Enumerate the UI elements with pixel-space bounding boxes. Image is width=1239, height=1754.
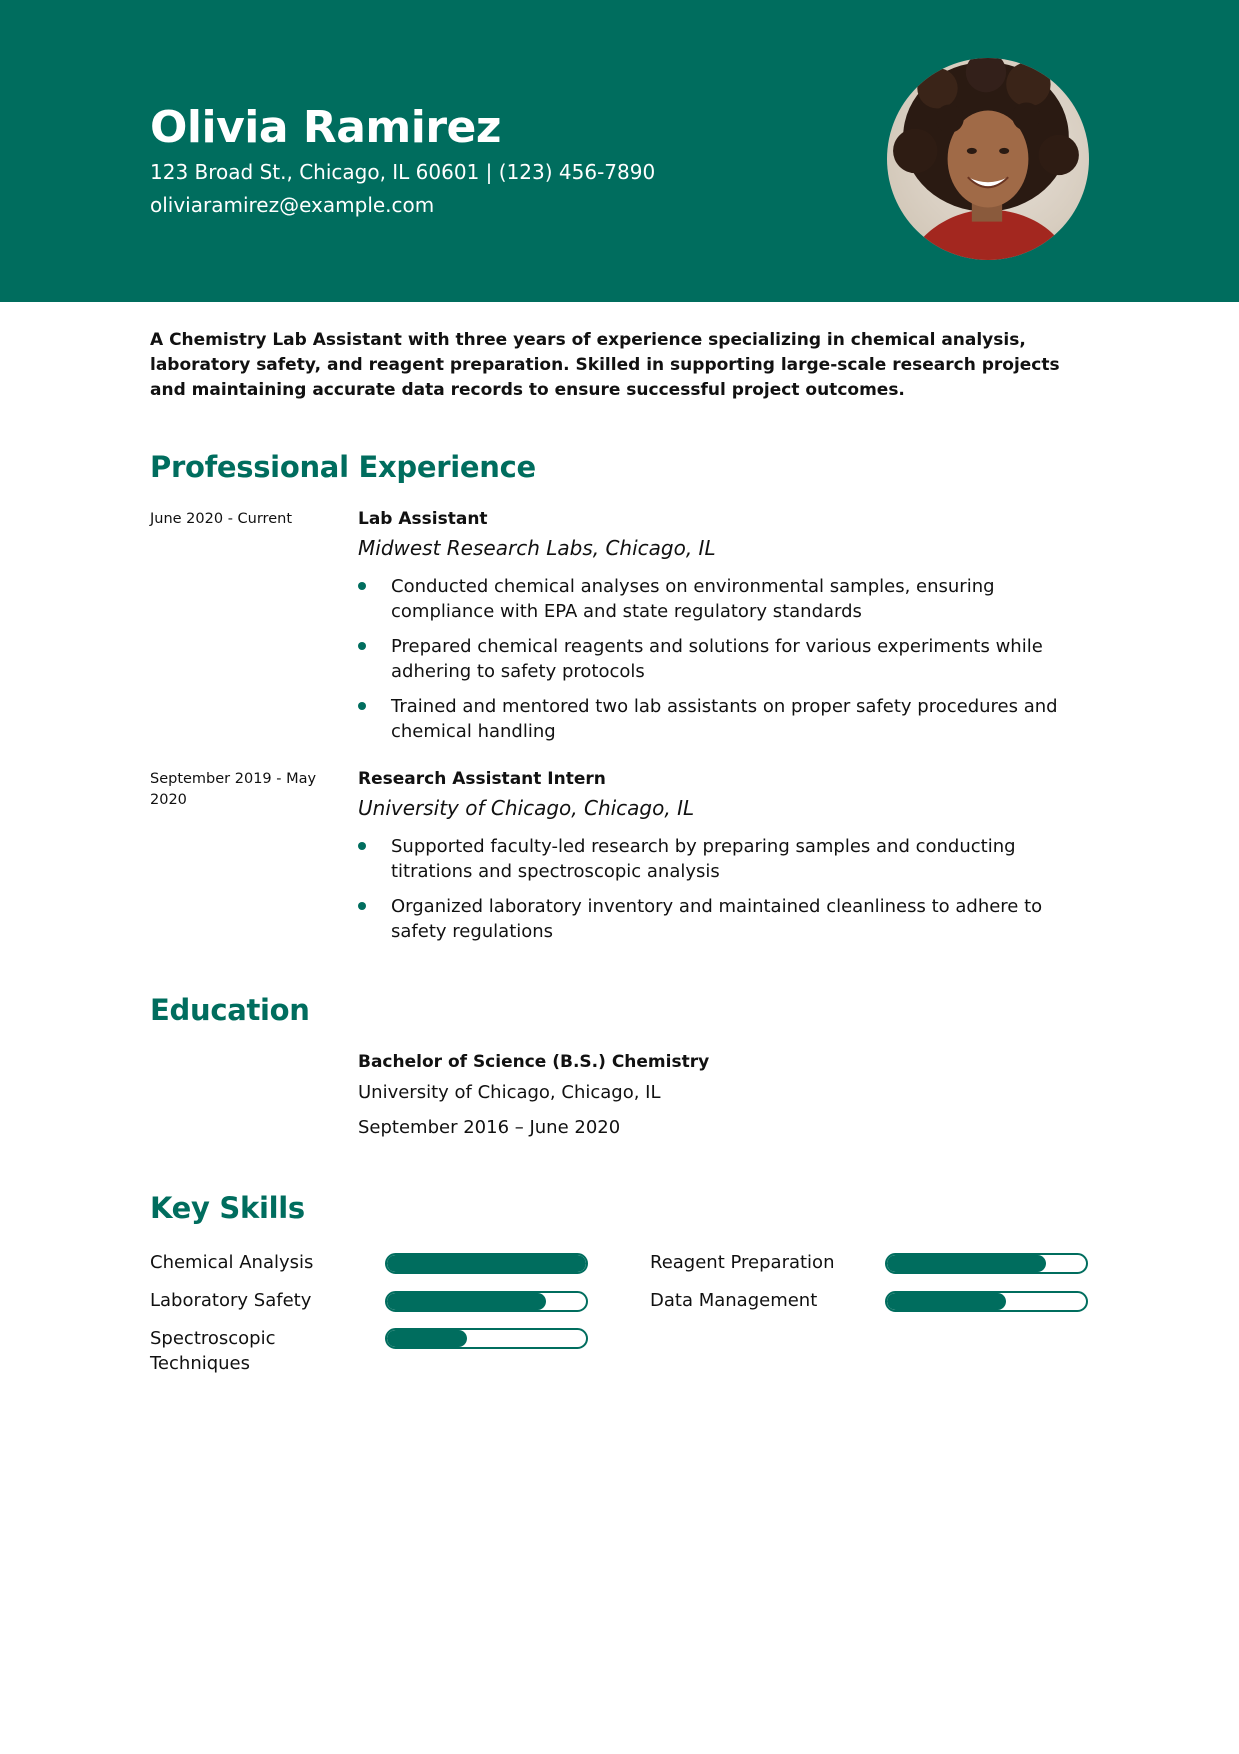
- candidate-name: Olivia Ramirez: [150, 102, 501, 153]
- list-item: Prepared chemical reagents and solutions for various experiments while adhering to safety protocols: [358, 634, 1088, 684]
- education-school: University of Chicago, Chicago, IL: [358, 1082, 661, 1103]
- skill-label: Spectroscopic Techniques: [150, 1328, 276, 1374]
- skill-bar: [385, 1328, 588, 1349]
- bullet-icon: [358, 702, 366, 710]
- job-title: Lab Assistant: [358, 509, 488, 529]
- skill-bar-fill: [887, 1293, 1006, 1310]
- job-title: Research Assistant Intern: [358, 769, 606, 789]
- bullet-icon: [358, 902, 366, 910]
- job-company: University of Chicago, Chicago, IL: [358, 796, 695, 820]
- list-item: Organized laboratory inventory and maintained cleanliness to adhere to safety regulations: [358, 894, 1088, 944]
- skills-heading: Key Skills: [150, 1191, 305, 1225]
- list-item: Conducted chemical analyses on environmental samples, ensuring compliance with EPA and state regulatory standards: [358, 574, 1088, 624]
- skill-bar-fill: [887, 1255, 1046, 1272]
- skill-label: Reagent Preparation: [650, 1252, 835, 1273]
- job-dates: June 2020 - Current: [150, 511, 292, 527]
- skill-bar-fill: [387, 1293, 546, 1310]
- list-item: Trained and mentored two lab assistants on proper safety procedures and chemical handling: [358, 694, 1088, 744]
- skill-label: Data Management: [650, 1290, 818, 1311]
- portrait-icon: [887, 58, 1089, 260]
- job-bullets: [358, 834, 1088, 954]
- experience-heading: Professional Experience: [150, 450, 536, 484]
- skill-bar-fill: [387, 1330, 467, 1347]
- bullet-icon: [358, 842, 366, 850]
- skill-bar-fill: [387, 1255, 586, 1272]
- skill-bar: [885, 1253, 1088, 1274]
- bullet-icon: [358, 582, 366, 590]
- profile-photo: [887, 58, 1089, 260]
- education-degree: Bachelor of Science (B.S.) Chemistry: [358, 1052, 710, 1072]
- skill-label: Laboratory Safety: [150, 1290, 312, 1311]
- education-heading: Education: [150, 993, 310, 1027]
- job-company: Midwest Research Labs, Chicago, IL: [358, 536, 716, 560]
- email-address: oliviaramirez@example.com: [150, 193, 435, 217]
- job-dates: September 2019 - May 2020: [150, 771, 317, 808]
- skill-bar: [885, 1291, 1088, 1312]
- education-dates: September 2016 – June 2020: [358, 1117, 621, 1138]
- skill-bar: [385, 1253, 588, 1274]
- skill-label: Chemical Analysis: [150, 1252, 314, 1273]
- header-banner: [0, 0, 1239, 302]
- professional-summary: A Chemistry Lab Assistant with three years of experience specializing in chemical analysis, laboratory safety, and reagent preparation. Skilled in supporting large-scale research projects and maintaining accurate data records to ensure successful project outcomes.: [150, 330, 1060, 400]
- bullet-icon: [358, 642, 366, 650]
- skill-bar: [385, 1291, 588, 1312]
- address-phone: 123 Broad St., Chicago, IL 60601 | (123) 456-7890: [150, 160, 656, 184]
- list-item: Supported faculty-led research by preparing samples and conducting titrations and spectroscopic analysis: [358, 834, 1088, 884]
- job-bullets: [358, 574, 1088, 754]
